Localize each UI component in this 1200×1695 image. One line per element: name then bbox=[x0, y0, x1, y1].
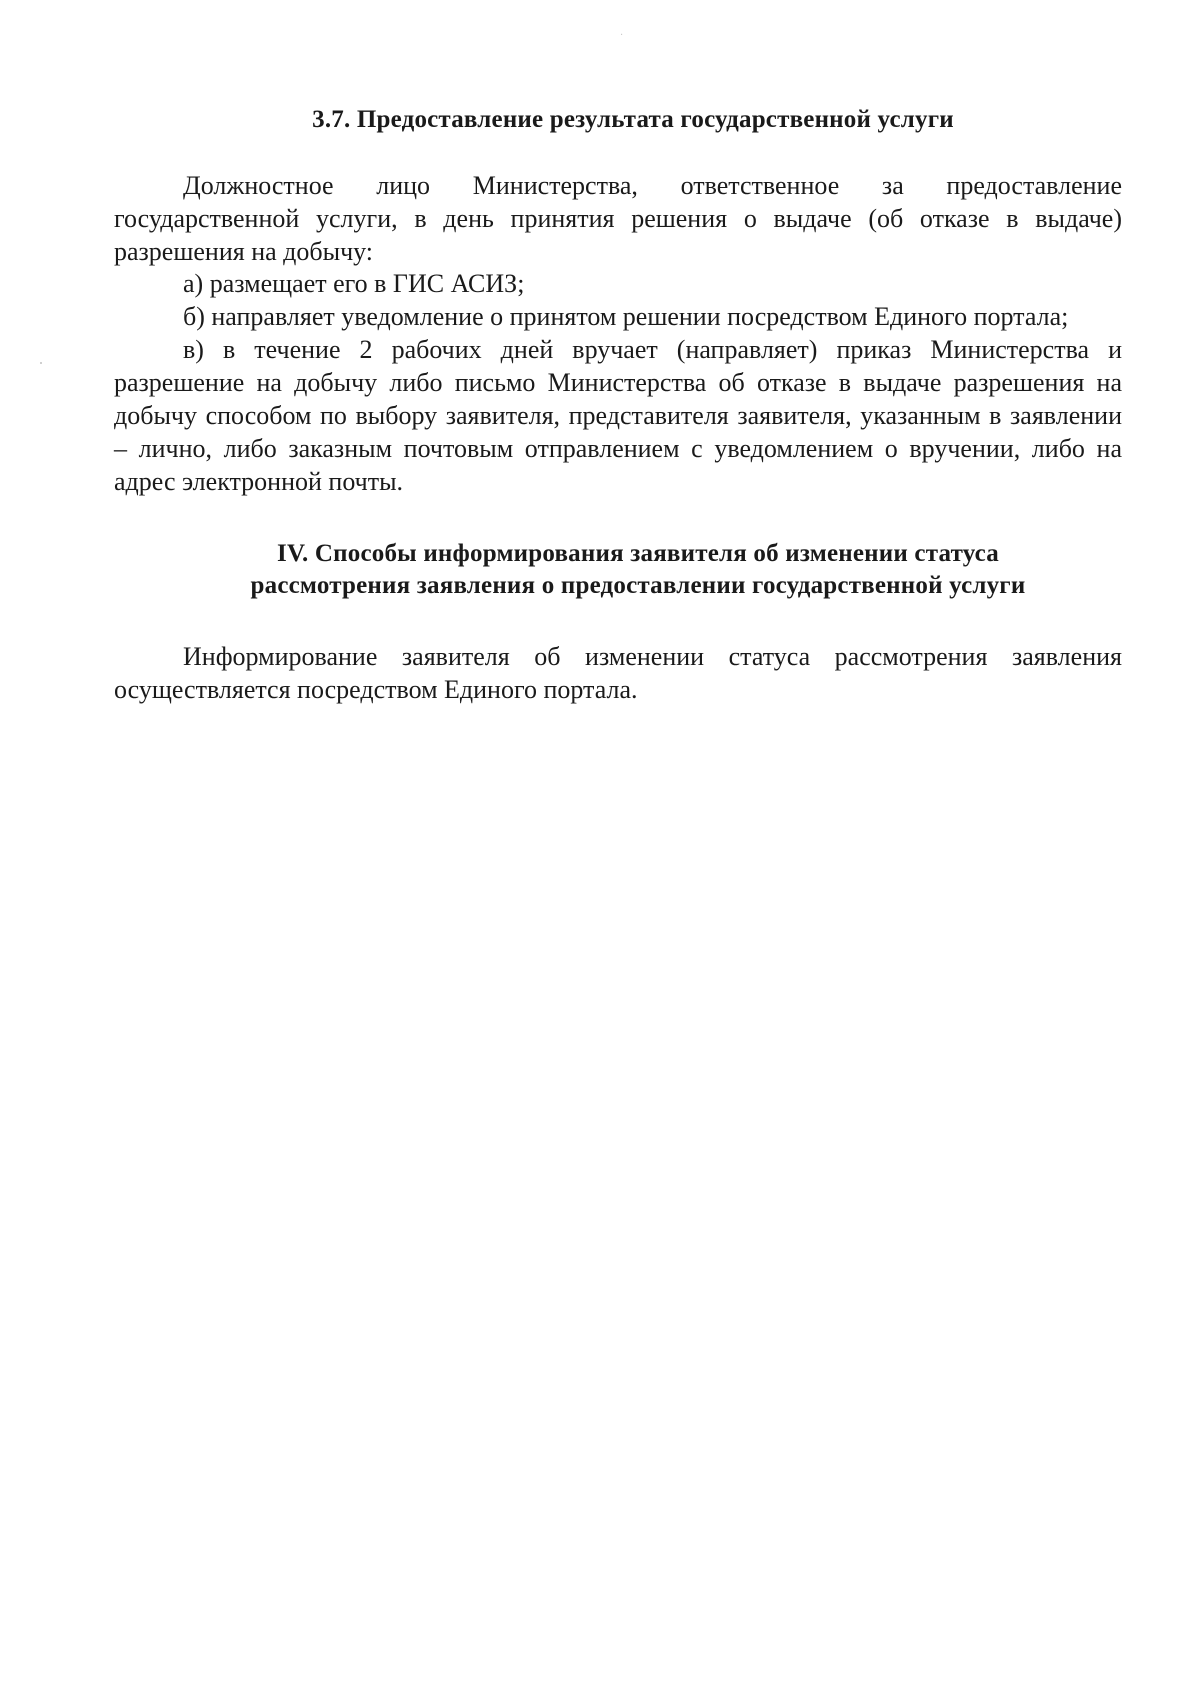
section-iv-paragraph: Информирование заявителя об изменении статуса рассмотрения заявления осуществляется посредством Единого портала. bbox=[114, 642, 1122, 704]
section-iv-title bbox=[114, 538, 1122, 602]
section-3-7-item-a: а) размещает его в ГИС АСИЗ; bbox=[183, 269, 525, 298]
section-3-7-paragraph-intro: Должностное лицо Министерства, ответственное за предоставление государственной услуги, в день принятия решения о выдаче (об отказе в выдаче) разрешения на добычу: bbox=[114, 171, 1122, 266]
section-3-7-title: 3.7. Предоставление результата государственной услуги bbox=[312, 106, 954, 133]
section-3-7-item-b: б) направляет уведомление о принятом решении посредством Единого портала; bbox=[183, 302, 1069, 331]
section-3-7-item-c: в) в течение 2 рабочих дней вручает (направляет) приказ Министерства и разрешение на добычу либо письмо Министерства об отказе в выдаче разрешения на добычу способом по выбору заявителя, представителя заявителя, указанным в заявлении – лично, либо заказным почтовым отправлением с уведомлением о вручении, либо на адрес электронной почты. bbox=[114, 335, 1122, 496]
scan-artifact-margin bbox=[40, 362, 42, 364]
section-iv-title-line-1: IV. Способы информирования заявителя об изменении статуса bbox=[277, 540, 999, 567]
section-iv-title-line-2: рассмотрения заявления о предоставлении государственной услуги bbox=[250, 572, 1026, 599]
scan-artifact: · bbox=[620, 30, 624, 41]
document-content bbox=[114, 104, 1122, 706]
